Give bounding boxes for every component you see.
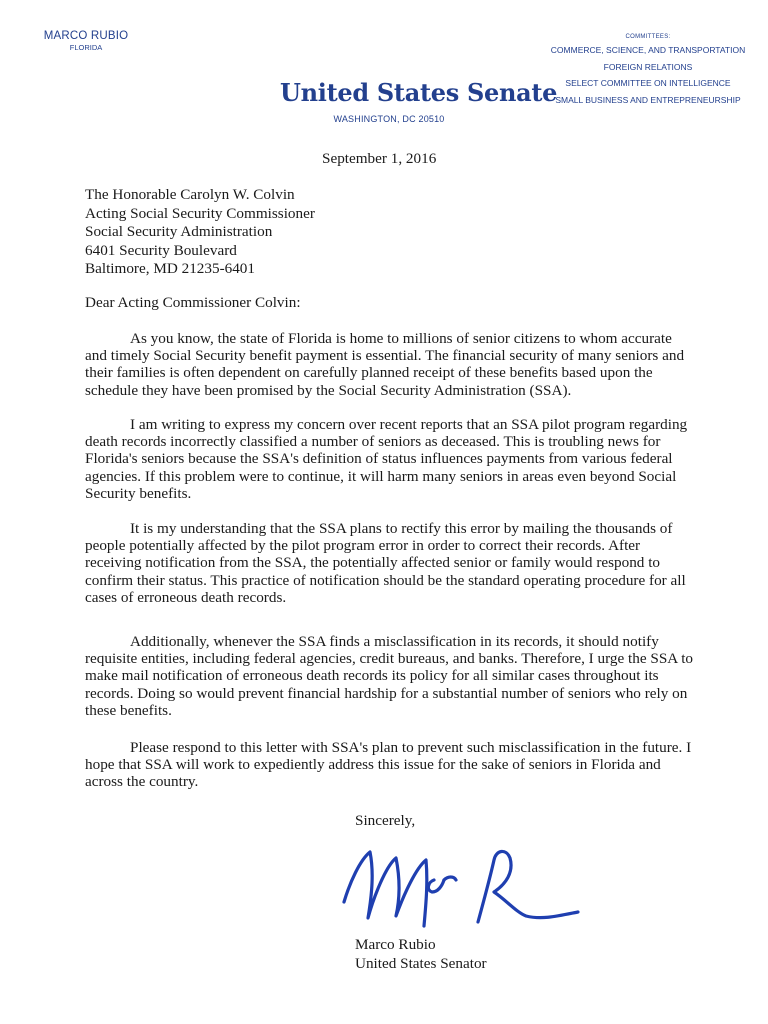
signer-name: Marco Rubio (355, 936, 436, 953)
sender-block (38, 30, 134, 52)
body-paragraph: It is my understanding that the SSA plans to rectify this error by mailing the thousands of people potentially affected by the pilot program error in order to correct their records. After receiving notification from the SSA, the potentially affected senior or family would respond to confirm their status. This practice of notification should be the standard operating procedure for all cases of erroneous death records. (85, 520, 686, 606)
handwritten-signature (330, 838, 590, 938)
recipient-line: 6401 Security Boulevard (85, 241, 237, 259)
recipient-line: The Honorable Carolyn W. Colvin (85, 186, 295, 203)
committee-item: SELECT COMMITTEE ON INTELLIGENCE (565, 78, 731, 88)
recipient-address (85, 186, 315, 279)
institution-name: United States Senate (280, 78, 558, 107)
senate-masthead (280, 78, 558, 124)
institution-location: WASHINGTON, DC 20510 (333, 114, 445, 124)
recipient-line: Acting Social Security Commissioner (85, 204, 315, 222)
sender-name: MARCO RUBIO (43, 30, 129, 42)
body-paragraph: I am writing to express my concern over recent reports that an SSA pilot program regarding death records incorrectly classified a number of seniors as deceased. This is troubling news for Florida's seniors because the SSA's definition of status influences payments from various federal agencies. If this problem were to continue, it will harm many seniors in areas even beyond Social Security benefits. (85, 416, 688, 502)
letter-date: September 1, 2016 (322, 150, 437, 167)
signer-title: United States Senator (355, 954, 487, 972)
committees-heading: COMMITTEES: (625, 34, 671, 40)
committee-item: FOREIGN RELATIONS (603, 61, 693, 72)
body-paragraph: Please respond to this letter with SSA's plan to prevent such misclassification in the future. I hope that SSA will work to expediently address this issue for the sake of seniors in Florida and across the country. (85, 739, 692, 791)
recipient-line: Baltimore, MD 21235-6401 (85, 260, 255, 277)
recipient-line: Social Security Administration (85, 223, 273, 240)
signer-block (355, 936, 487, 973)
committee-item: COMMERCE, SCIENCE, AND TRANSPORTATION (550, 45, 746, 55)
body-paragraph: Additionally, whenever the SSA finds a misclassification in its records, it should notify requisite entities, including federal agencies, credit bureaus, and banks. Therefore, I urge the SSA to make mail notification of erroneous death records its policy for all similar cases throughout its records. Doing so would prevent financial hardship for a substantial number of seniors who rely on these benefits. (85, 633, 694, 719)
body-paragraph: As you know, the state of Florida is home to millions of senior citizens to whom accurate and timely Social Security benefit payment is essential. The financial security of many seniors and their families is often dependent on carefully planned receipt of these benefits based upon the schedule they have been promised by the Social Security Administration (SSA). (85, 330, 685, 399)
sender-state: FLORIDA (69, 43, 103, 52)
committee-item: SMALL BUSINESS AND ENTREPRENEURSHIP (555, 94, 741, 105)
committees-block (545, 34, 751, 112)
salutation: Dear Acting Commissioner Colvin: (85, 294, 301, 311)
closing: Sincerely, (355, 812, 416, 829)
